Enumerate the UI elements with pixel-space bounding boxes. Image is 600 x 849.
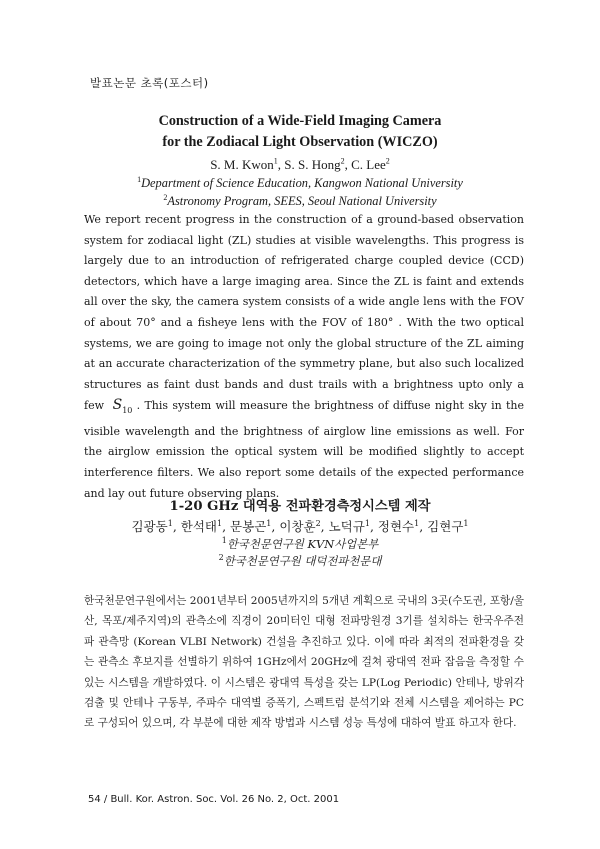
- author-affiliation-mark: 1: [463, 518, 469, 528]
- author-name: 김현구: [427, 519, 464, 534]
- paper1-authors: [0, 155, 600, 174]
- author-name: 한석태: [180, 519, 217, 534]
- author-name: C. Lee: [351, 157, 386, 172]
- abstract-text-part2: . This system will measure the brightness of diffuse night sky in the visible wavelength and the brightness of airglow line emissions as well. For the airglow emission the optical system will be modified slightly to accept interference filters. We also report some details of the expected performance and lay out future observing plans.: [84, 399, 524, 500]
- paper2-title: 1-20 GHz 대역용 전파환경측정시스템 제작: [169, 499, 431, 514]
- affiliation-text: 한국천문연구원 대덕전파천문대: [223, 554, 382, 568]
- paper2-abstract: 한국천문연구원에서는 2001년부터 2005년까지의 5개년 계획으로 국내의 3곳(수도권, 포항/울산, 목포/제주지역)의 관측소에 직경이 20미터인 대형 전파망원경 3기를 설치하는 한국우주전파 관측망 (Korean VLBI Network) 건설을 추진하고 있다. 이에 따라 최적의 전파환경을 갖는 관측소 후보지를 선별하기 위하여 1GHz에서 20GHz에 걸쳐 광대역 전파 잡음을 측정할 수 있는 시스템을 개발하였다. 이 시스템은 광대역 특성을 갖는 LP(Log Periodic) 안테나, 방위각 검출 및 안테나 구동부, 주파수 대역별 증폭기, 스펙트럼 분석기와 전체 시스템을 제어하는 PC로 구성되어 있으며, 각 부분에 대한 제작 방법과 시스템 성능 특성에 대하여 발표 하고자 한다.: [84, 595, 524, 730]
- paper1-title-line2: for the Zodiacal Light Observation (WICZO): [162, 134, 438, 150]
- author-separator: ,: [369, 519, 378, 534]
- paper1-affiliation-1: [0, 174, 600, 192]
- author-separator: ,: [344, 157, 352, 172]
- section-tag: 발표논문 초록(포스터): [90, 76, 209, 90]
- author-affiliation-mark: 2: [385, 156, 390, 166]
- abstract-text-part1: We report recent progress in the construction of a ground-based observation system for zodiacal light (ZL) studies at visible wavelengths. This progress is largely due to an introduction of refrigerated charge coupled device (CCD) detectors, which have a large imaging area. Since the ZL is faint and extends all over the sky, the camera system consists of a wide angle lens with the FOV of about 70° and a fisheye lens with the FOV of 180° . With the two optical systems, we are going to image not only the global structure of the ZL aiming at an accurate characterization of the symmetry plane, but also such localized structures as faint dust bands and dust trails with a brightness upto only a few: [84, 213, 524, 413]
- author-affiliation-mark: 1: [266, 518, 272, 528]
- s10-unit: $S_{10}$: [112, 397, 133, 416]
- affiliation-text: Astronomy Program, SEES, Seoul National University: [167, 194, 437, 208]
- author-affiliation-mark: 2: [340, 156, 345, 166]
- paper2-affiliation-2: [0, 553, 600, 570]
- author-separator: ,: [419, 519, 428, 534]
- paper2-affiliation-1: [0, 536, 600, 553]
- affiliation-mark: 2: [218, 553, 224, 563]
- author-name: 이창훈: [279, 519, 316, 534]
- author-separator: ,: [277, 157, 285, 172]
- page-footer: 54 / Bull. Kor. Astron. Soc. Vol. 26 No. 2, Oct. 2001: [88, 794, 340, 805]
- author-separator: ,: [222, 519, 231, 534]
- author-affiliation-mark: 2: [315, 518, 321, 528]
- affiliation-mark: 1: [137, 174, 142, 184]
- paper1-abstract: [84, 210, 524, 504]
- author-affiliation-mark: 1: [273, 156, 278, 166]
- author-affiliation-mark: 1: [364, 518, 370, 528]
- author-name: 문봉곤: [230, 519, 267, 534]
- author-affiliation-mark: 1: [167, 518, 173, 528]
- author-separator: ,: [271, 519, 280, 534]
- paper1-affiliation-2: [0, 192, 600, 210]
- paper1-title-line1: Construction of a Wide-Field Imaging Camera: [158, 113, 442, 129]
- affiliation-text: 한국천문연구원 KVN사업본부: [226, 537, 379, 551]
- paper1-header: [0, 111, 600, 210]
- paper2-authors: [0, 517, 600, 536]
- author-separator: ,: [172, 519, 181, 534]
- paper2-header: [0, 497, 600, 570]
- affiliation-text: Department of Science Education, Kangwon National University: [141, 176, 463, 190]
- author-separator: ,: [320, 519, 329, 534]
- affiliation-mark: 1: [221, 536, 227, 546]
- author-name: 노덕규: [328, 519, 365, 534]
- author-name: 김광동: [131, 519, 168, 534]
- author-affiliation-mark: 1: [217, 518, 223, 528]
- author-name: S. M. Kwon: [210, 157, 274, 172]
- author-name: S. S. Hong: [284, 157, 341, 172]
- affiliation-mark: 2: [163, 192, 168, 202]
- author-affiliation-mark: 1: [414, 518, 420, 528]
- author-name: 정현수: [377, 519, 415, 534]
